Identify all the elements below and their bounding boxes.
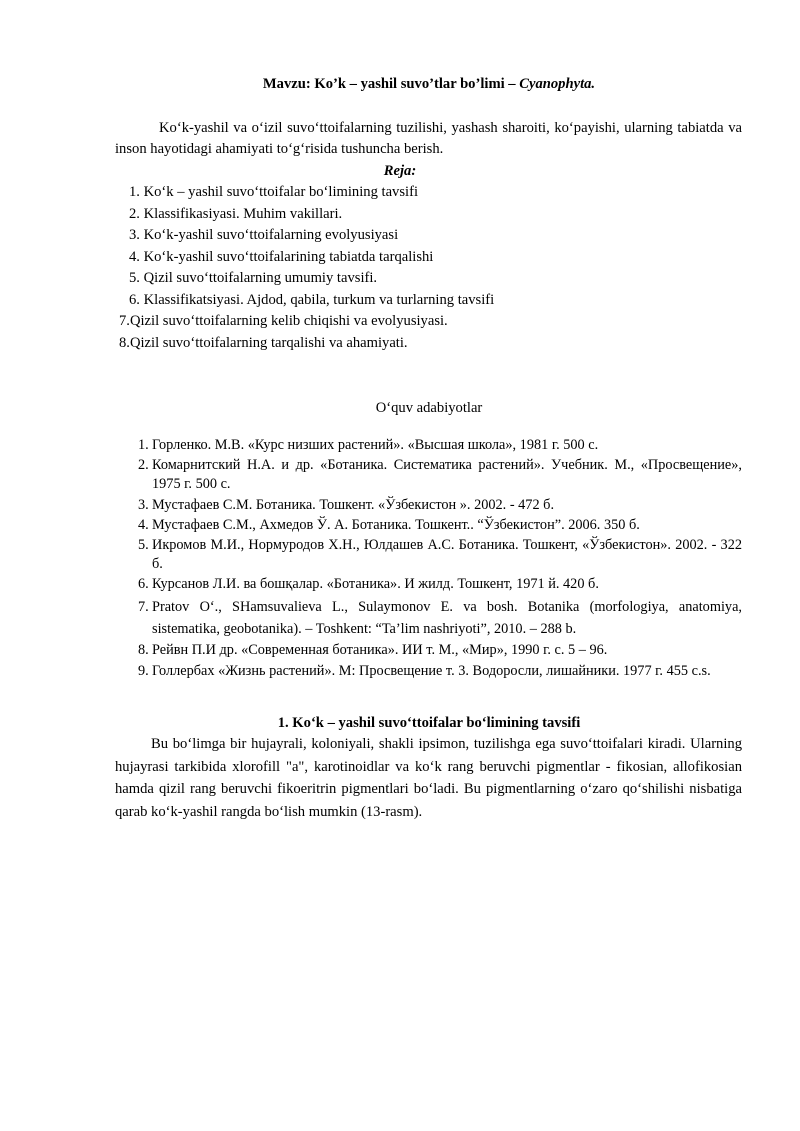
plan-item: 6. Klassifikatsiyasi. Ajdod, qabila, turkum va turlarning tavsifi (129, 291, 495, 308)
literature-item: 5. Икромов М.И., Нормуродов Х.Н., Юлдашев А.С. Ботаника. Тошкент, «Ўзбекистон». 2002. - 322 б. (138, 537, 742, 573)
section-paragraph: Bu bo‘limga bir hujayrali, koloniyali, shakli ipsimon, tuzilishga ega suvo‘ttoifalari kiradi. Ularning hujayrasi tarkibida xlorofill "a", karotinoidlar va ko‘k rang beruvchi pigmentlar - fikosian, allofikosian hamda qizil rang beruvchi fikoeritrin pigmentlari bo‘ladi. Bu pigmentlarning o‘zaro qo‘shilishi nisbatiga qarab ko‘k-yashil rangda bo‘lish mumkin (13-rasm). (115, 736, 742, 820)
literature-item: 4. Мустафаев С.М., Ахмедов Ў. А. Ботаника. Тошкент.. “Ўзбекистон”. 2006. 350 б. (138, 516, 640, 533)
title-taxon: Cyanophyta. (519, 76, 596, 92)
plan-item: 8.Qizil suvo‘ttoifalarning tarqalishi va ahamiyati. (119, 334, 408, 351)
literature-item: 8. Рейвн П.И др. «Современная ботаника». ИИ т. М., «Мир», 1990 г. с. 5 – 96. (138, 641, 608, 658)
literature-item: 6. Курсанов Л.И. ва бошқалар. «Ботаника». И жилд. Тошкент, 1971 й. 420 б. (138, 576, 599, 593)
plan-item: 3. Ko‘k-yashil suvo‘ttoifalarning evolyusiyasi (129, 227, 399, 243)
section-heading: 1. Ko‘k – yashil suvo‘ttoifalar bo‘limining tavsifi (277, 715, 581, 731)
plan-item: 2. Klassifikasiyasi. Muhim vakillari. (129, 205, 343, 222)
plan-item: 7.Qizil suvo‘ttoifalarning kelib chiqishi va evolyusiyasi. (119, 313, 448, 329)
literature-item: 2. Комарнитский Н.А. и др. «Ботаника. Систематика растений». Учебник. М., «Просвещение», 1975 г. 500 с. (138, 457, 742, 493)
literature-item: 1. Горленко. М.В. «Курс низших растений». «Высшая школа», 1981 г. 500 с. (138, 437, 599, 453)
page-title (0, 74, 800, 95)
literature-item: 7. Pratov O‘., SHamsuvalieva L., Sulaymonov E. va bosh. Botanika (morfologiya, anatomiya, sistematika, geobotanika). – Toshkent: “Ta’lim nashriyoti”, 2010. – 288 b. (138, 598, 742, 637)
title-main: Mavzu: Ko’k – yashil suvo’tlar bo’limi – (262, 76, 520, 92)
literature-item: 3. Мустафаев С.М. Ботаника. Тошкент. «Ўзбекистон ». 2002. - 472 б. (138, 496, 555, 513)
plan-heading: Reja: (383, 163, 417, 179)
plan-item: 1. Ko‘k – yashil suvo‘ttoifalar bo‘limining tavsifi (129, 184, 418, 200)
plan-item: 5. Qizil suvo‘ttoifalarning umumiy tavsifi. (129, 270, 378, 286)
literature-list (132, 436, 742, 683)
literature-item: 9. Голлербах «Жизнь растений». М: Просвещение т. 3. Водоросли, лишайники. 1977 г. 455 с.s. (138, 662, 711, 679)
literature-heading: O‘quv adabiyotlar (375, 400, 483, 416)
plan-item: 4. Ko‘k-yashil suvo‘ttoifalarining tabiatda tarqalishi (129, 248, 434, 265)
plan-list (115, 182, 755, 354)
intro-paragraph: Ko‘k-yashil va o‘izil suvo‘ttoifalarning tuzilishi, yashash sharoiti, ko‘payishi, ularning tabiatda va inson hayotidagi ahamiyati to‘g‘risida tushuncha berish. (115, 120, 742, 157)
